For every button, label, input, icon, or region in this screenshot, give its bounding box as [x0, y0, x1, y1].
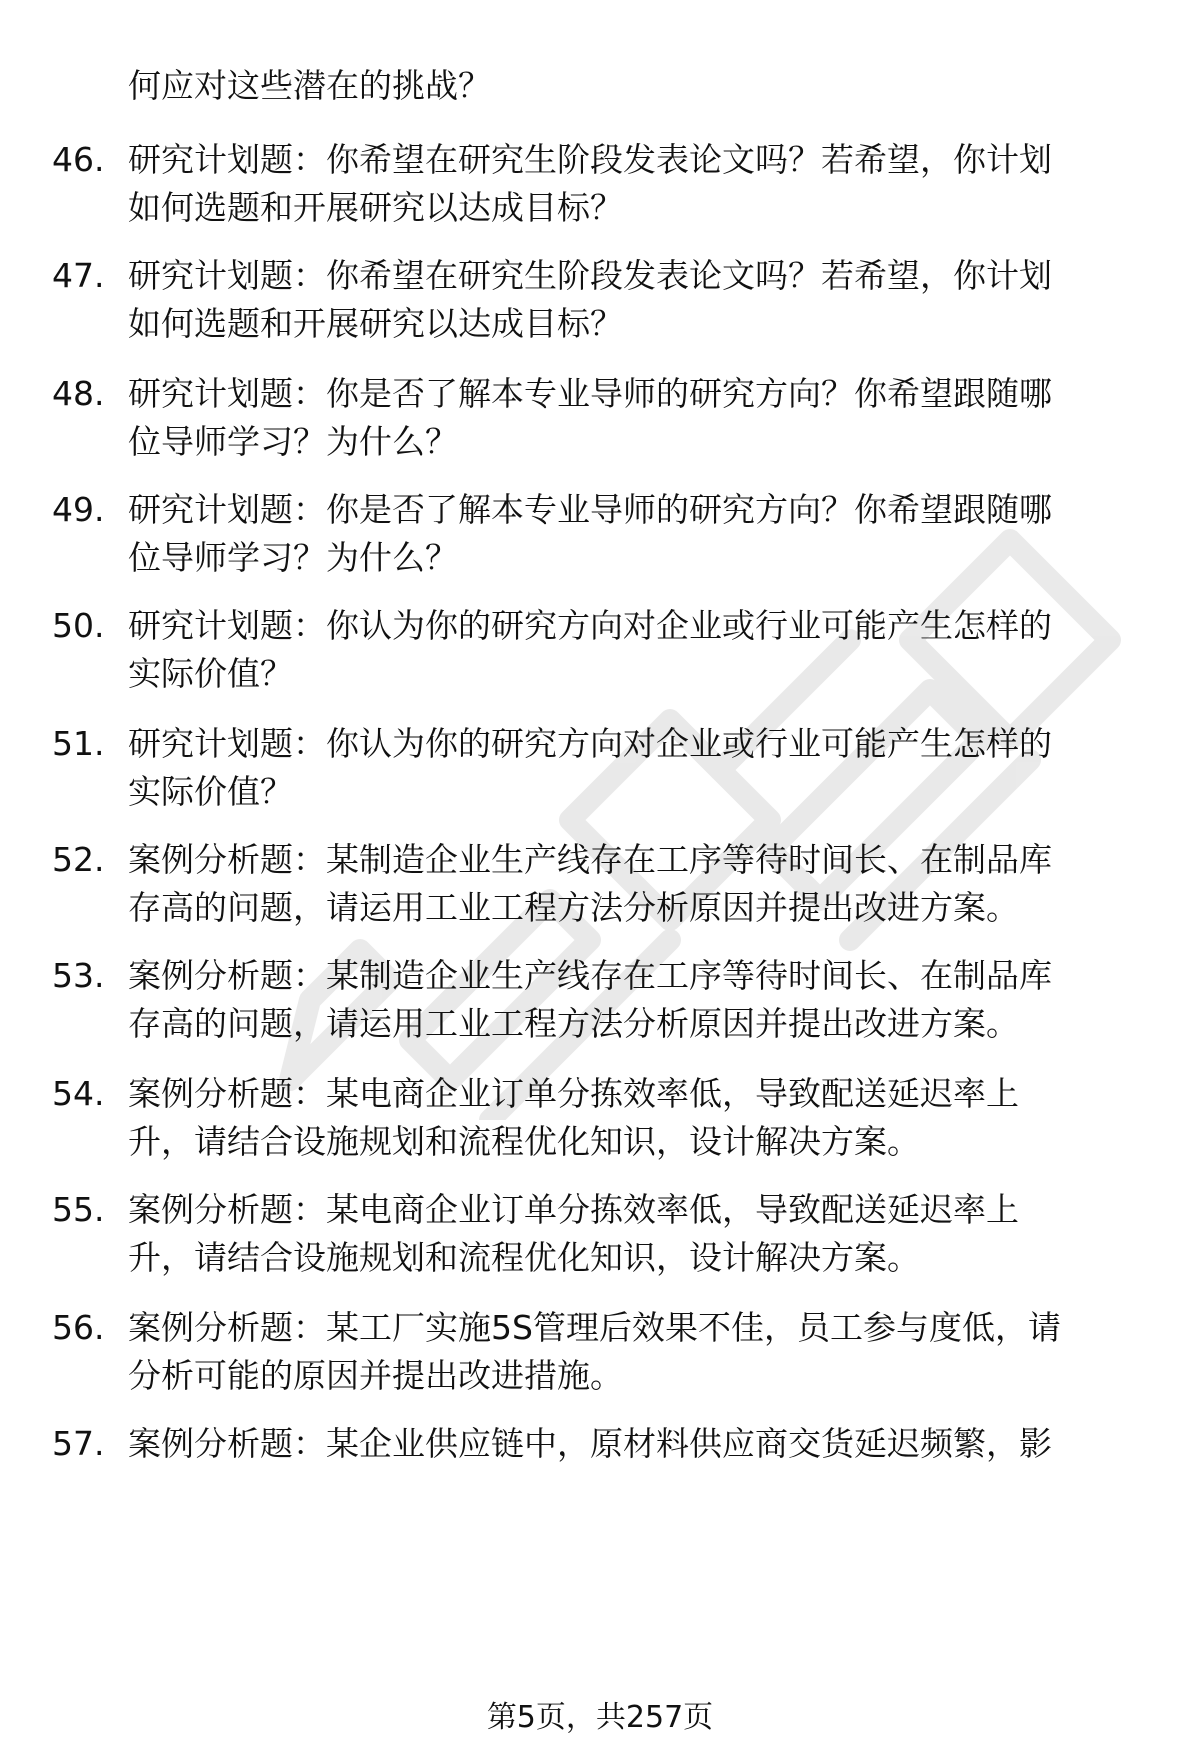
- item-line: 位导师学习？为什么？: [128, 422, 458, 461]
- item-text: [128, 720, 1162, 816]
- item-line: 案例分析题：某制造企业生产线存在工序等待时间长、在制品库: [128, 956, 1052, 995]
- item-line: 研究计划题：你希望在研究生阶段发表论文吗？若希望，你计划: [128, 140, 1052, 179]
- item-line: 研究计划题：你认为你的研究方向对企业或行业可能产生怎样的: [128, 724, 1052, 763]
- list-item: [52, 1186, 1162, 1282]
- item-number: 47.: [52, 256, 105, 295]
- item-text: [128, 370, 1162, 466]
- list-item: [52, 952, 1162, 1048]
- list-item: [52, 1304, 1162, 1400]
- page-footer: 第5页，共257页: [486, 1700, 714, 1735]
- item-text: [128, 1420, 1162, 1468]
- item-number: 56.: [52, 1308, 105, 1347]
- item-line: 实际价值？: [128, 654, 293, 693]
- item-number: 51.: [52, 724, 105, 763]
- list-item: [52, 836, 1162, 932]
- item-number: 57.: [52, 1424, 105, 1463]
- item-text: [128, 836, 1162, 932]
- item-number: 49.: [52, 490, 105, 529]
- item-line: 位导师学习？为什么？: [128, 538, 458, 577]
- item-text: [128, 1186, 1162, 1282]
- item-line: 案例分析题：某电商企业订单分拣效率低，导致配送延迟率上: [128, 1074, 1019, 1113]
- item-number: 50.: [52, 606, 105, 645]
- item-line: 研究计划题：你是否了解本专业导师的研究方向？你希望跟随哪: [128, 374, 1052, 413]
- list-item: [52, 1420, 1162, 1468]
- item-number: 53.: [52, 956, 105, 995]
- item-text: [128, 952, 1162, 1048]
- list-item: [52, 486, 1162, 582]
- list-item: [52, 370, 1162, 466]
- item-line: 案例分析题：某企业供应链中，原材料供应商交货延迟频繁，影: [128, 1424, 1052, 1463]
- item-text: [128, 602, 1162, 698]
- list-item: [52, 602, 1162, 698]
- item-number: 54.: [52, 1074, 105, 1113]
- item-number: 46.: [52, 140, 105, 179]
- item-number: 48.: [52, 374, 105, 413]
- item-line: 分析可能的原因并提出改进措施。: [128, 1356, 623, 1395]
- list-item: [52, 720, 1162, 816]
- item-line: 存高的问题，请运用工业工程方法分析原因并提出改进方案。: [128, 1004, 1019, 1043]
- item-line: 案例分析题：某制造企业生产线存在工序等待时间长、在制品库: [128, 840, 1052, 879]
- continuation-text: 何应对这些潜在的挑战？: [128, 66, 491, 105]
- item-text: [128, 136, 1162, 232]
- item-line: 案例分析题：某电商企业订单分拣效率低，导致配送延迟率上: [128, 1190, 1019, 1229]
- item-text: [128, 252, 1162, 348]
- item-line: 研究计划题：你是否了解本专业导师的研究方向？你希望跟随哪: [128, 490, 1052, 529]
- item-text: [128, 486, 1162, 582]
- item-number: 55.: [52, 1190, 105, 1229]
- item-line: 研究计划题：你希望在研究生阶段发表论文吗？若希望，你计划: [128, 256, 1052, 295]
- item-line: 实际价值？: [128, 772, 293, 811]
- item-line: 案例分析题：某工厂实施5S管理后效果不佳，员工参与度低，请: [128, 1308, 1061, 1347]
- list-item: [52, 136, 1162, 232]
- item-text: [128, 1070, 1162, 1166]
- item-line: 存高的问题，请运用工业工程方法分析原因并提出改进方案。: [128, 888, 1019, 927]
- item-line: 如何选题和开展研究以达成目标？: [128, 304, 623, 343]
- item-line: 升，请结合设施规划和流程优化知识，设计解决方案。: [128, 1122, 920, 1161]
- list-item: [52, 1070, 1162, 1166]
- item-line: 如何选题和开展研究以达成目标？: [128, 188, 623, 227]
- item-number: 52.: [52, 840, 105, 879]
- item-line: 研究计划题：你认为你的研究方向对企业或行业可能产生怎样的: [128, 606, 1052, 645]
- item-line: 升，请结合设施规划和流程优化知识，设计解决方案。: [128, 1238, 920, 1277]
- item-text: [128, 1304, 1162, 1400]
- list-item: [52, 252, 1162, 348]
